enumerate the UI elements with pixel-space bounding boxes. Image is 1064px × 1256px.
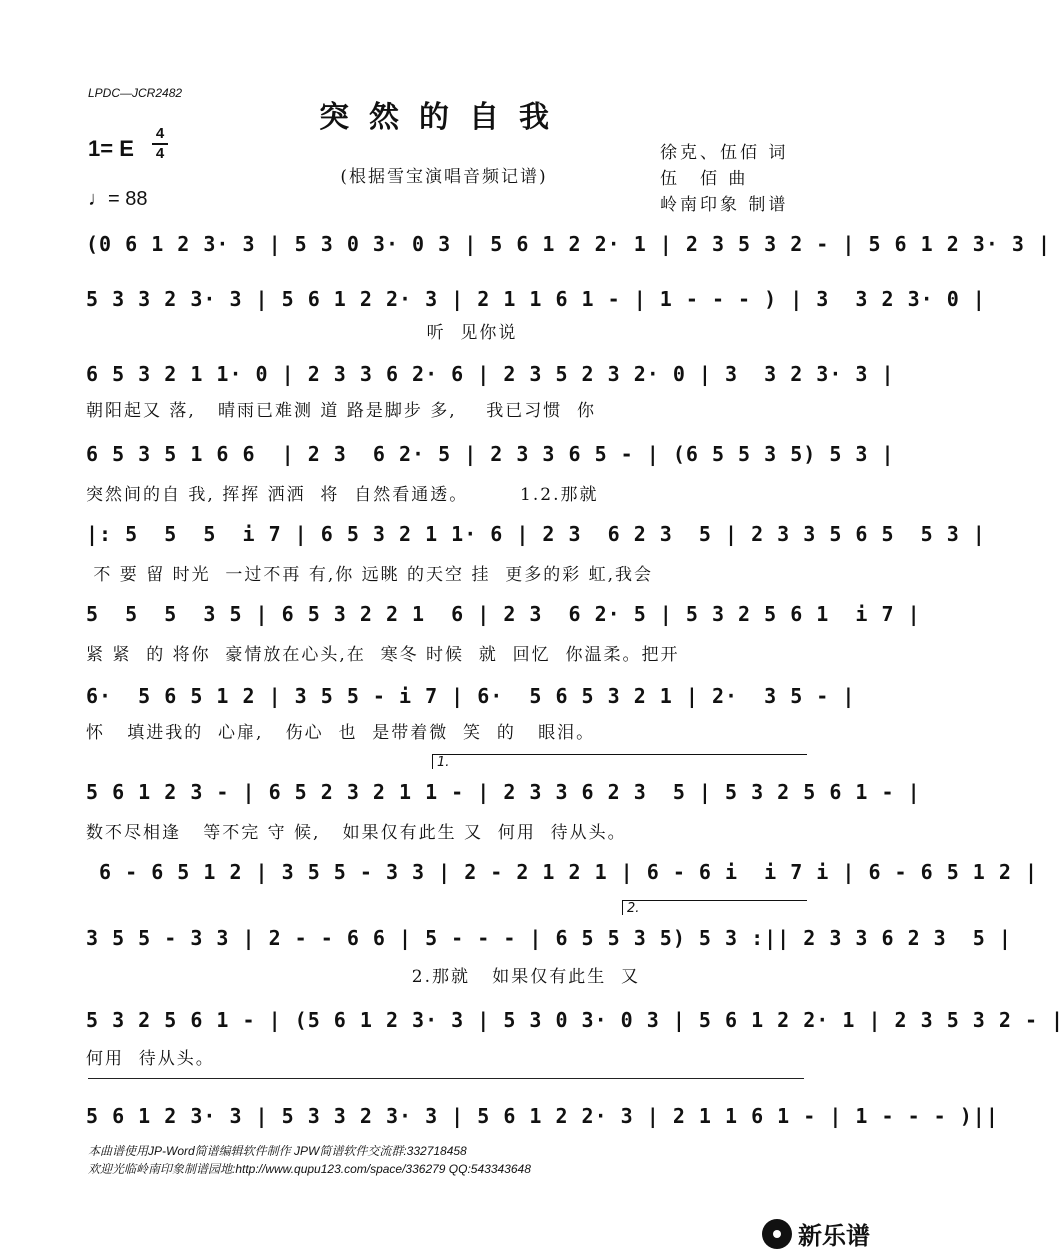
- time-signature-top: 4: [155, 125, 165, 142]
- lyric-row-8: 数不尽相逢 等不完 守 候, 如果仅有此生 又 何用 待从头。: [86, 823, 627, 843]
- footer-line-1: 本曲谱使用JP-Word简谱编辑软件制作 JPW简谱软件交流群:332718458: [88, 1144, 467, 1158]
- score-row-12: 5 6 1 2 3· 3 | 5 3 3 2 3· 3 | 5 6 1 2 2· 3 | 2 1 1 6 1 - | 1 - - - )||: [86, 1104, 999, 1128]
- tempo-marking: ♩= 88: [88, 188, 148, 210]
- separator-line: [88, 1078, 804, 1079]
- time-signature-bottom: 4: [155, 145, 165, 162]
- score-row-7: 6· 5 6 5 1 2 | 3 5 5 - i 7 | 6· 5 6 5 3 2 1 | 2· 3 5 - |: [86, 684, 856, 708]
- volta-1: 1.: [432, 754, 807, 769]
- song-title: 突然的自我: [319, 100, 569, 135]
- score-row-11: 5 3 2 5 6 1 - | (5 6 1 2 3· 3 | 5 3 0 3· 0 3 | 5 6 1 2 2· 1 | 2 3 5 3 2 - |: [86, 1008, 1064, 1032]
- lyric-row-4: 突然间的自 我, 挥挥 洒洒 将 自然看通透。 1.2.那就: [86, 485, 599, 505]
- score-code: LPDC—JCR2482: [88, 86, 183, 100]
- score-row-6: 5 5 5 3 5 | 6 5 3 2 2 1 6 | 2 3 6 2· 5 | 5 3 2 5 6 1 i 7 |: [86, 602, 921, 626]
- footer-line-2: 欢迎光临岭南印象制谱园地:http://www.qupu123.com/space/336279 QQ:543343648: [88, 1162, 531, 1176]
- composer-credit: 伍 佰 曲: [660, 169, 749, 189]
- volta-2: 2.: [622, 900, 807, 915]
- record-disc-icon: [762, 1219, 792, 1249]
- score-row-9: 6 - 6 5 1 2 | 3 5 5 - 3 3 | 2 - 2 1 2 1 | 6 - 6 i i 7 i | 6 - 6 5 1 2 |: [86, 860, 1038, 884]
- lyric-row-6: 紧 紧 的 将你 豪情放在心头,在 寒冬 时候 就 回忆 你温柔。把开: [86, 645, 680, 665]
- score-row-5: |: 5 5 5 i 7 | 6 5 3 2 1 1· 6 | 2 3 6 2 3 5 | 2 3 3 5 6 5 5 3 |: [86, 522, 986, 546]
- score-row-4: 6 5 3 5 1 6 6 | 2 3 6 2· 5 | 2 3 3 6 5 - | (6 5 5 3 5) 5 3 |: [86, 442, 895, 466]
- lyric-row-3: 朝阳起又 落, 晴雨已难测 道 路是脚步 多, 我已习惯 你: [86, 401, 597, 421]
- lyric-row-5: 不 要 留 时光 一过不再 有,你 远眺 的天空 挂 更多的彩 虹,我会: [86, 565, 654, 585]
- subtitle: (根据雪宝演唱音频记谱): [340, 167, 548, 187]
- score-row-1: (0 6 1 2 3· 3 | 5 3 0 3· 0 3 | 5 6 1 2 2· 1 | 2 3 5 3 2 - | 5 6 1 2 3· 3 |: [86, 232, 1052, 256]
- site-logo[interactable]: [762, 1216, 870, 1251]
- key-signature: 1= E: [88, 136, 134, 161]
- lyric-row-7: 怀 填进我的 心扉, 伤心 也 是带着微 笑 的 眼泪。: [86, 723, 596, 743]
- score-row-2: 5 3 3 2 3· 3 | 5 6 1 2 2· 3 | 2 1 1 6 1 - | 1 - - - ) | 3 3 2 3· 0 |: [86, 287, 986, 311]
- lyricist-credit: 徐克、伍佰 词: [660, 143, 789, 163]
- time-signature: [150, 126, 170, 162]
- score-row-10: 3 5 5 - 3 3 | 2 - - 6 6 | 5 - - - | 6 5 5 3 5) 5 3 :|| 2 3 3 6 2 3 5 |: [86, 926, 1012, 950]
- score-row-3: 6 5 3 2 1 1· 0 | 2 3 3 6 2· 6 | 2 3 5 2 3 2· 0 | 3 3 2 3· 3 |: [86, 362, 895, 386]
- score-row-8: 5 6 1 2 3 - | 6 5 2 3 2 1 1 - | 2 3 3 6 2 3 5 | 5 3 2 5 6 1 - |: [86, 780, 921, 804]
- transcriber-credit: 岭南印象 制谱: [660, 195, 789, 215]
- lyric-row-2: 听 见你说: [86, 323, 518, 343]
- logo-text: 新乐谱: [798, 1222, 870, 1250]
- lyric-row-10: 2.那就 如果仅有此生 又: [86, 967, 641, 987]
- lyric-row-11: 何用 待从头。: [86, 1049, 215, 1069]
